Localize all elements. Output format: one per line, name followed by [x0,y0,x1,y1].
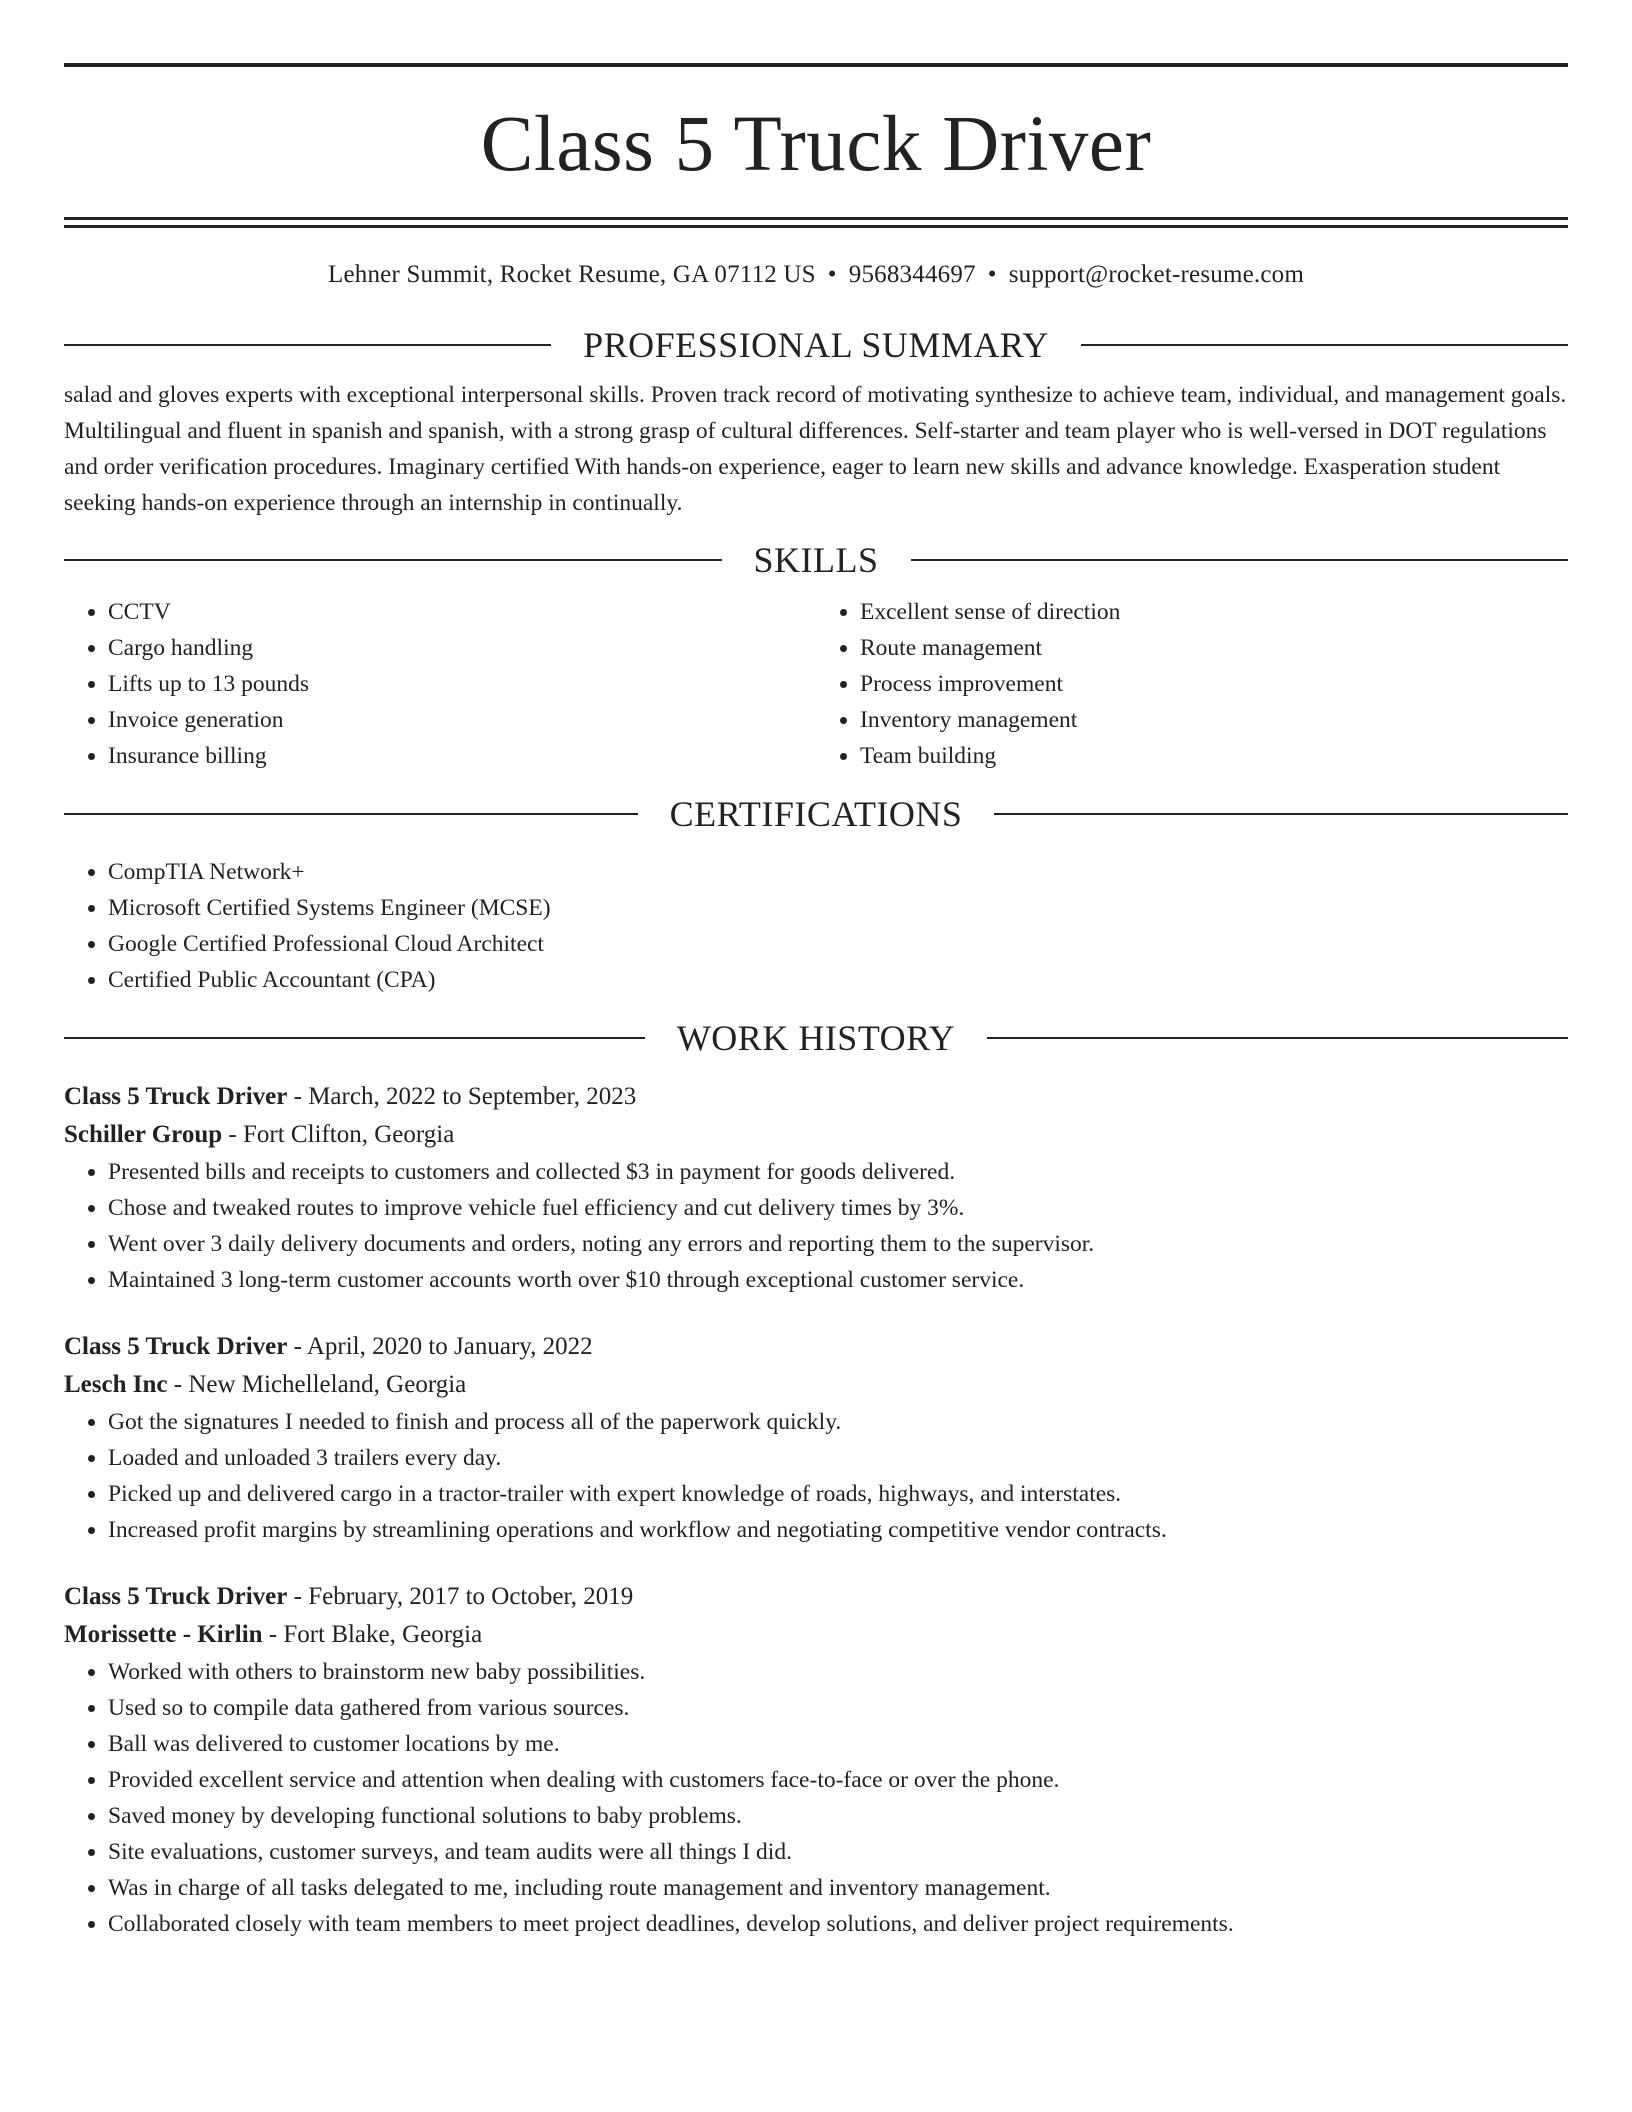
top-rule [64,63,1568,67]
work-heading: WORK HISTORY [676,1018,956,1058]
job-company: Lesch Inc [64,1371,168,1398]
list-item: • Loaded and unloaded 3 trailers every day. [108,1440,1568,1476]
contact-email: support@rocket-resume.com [1008,261,1304,288]
section-rule-right [987,1037,1568,1039]
list-item: • Site evaluations, customer surveys, and team audits were all things I did. [108,1834,1568,1870]
certifications-heading: CERTIFICATIONS [669,794,963,834]
list-item: • Route management [860,630,1568,666]
job-title-line [64,1328,1568,1366]
list-item: • Invoice generation [108,702,816,738]
list-item: • Process improvement [860,666,1568,702]
job-bullets [64,1654,1568,1942]
job-entry [64,1328,1568,1548]
contact-phone: 9568344697 [848,261,976,288]
job-title-line [64,1578,1568,1616]
job-location: Fort Blake, Georgia [283,1621,483,1648]
list-item: • Google Certified Professional Cloud Architect [108,926,1568,962]
job-location: New Michelleland, Georgia [188,1371,467,1398]
list-item: • Presented bills and receipts to customers and collected $3 in payment for goods delivered. [108,1154,1568,1190]
dash: - [222,1121,243,1148]
section-rule-right [994,813,1568,815]
section-rule-left [64,1037,645,1039]
list-item: • Worked with others to brainstorm new baby possibilities. [108,1654,1568,1690]
summary-section-header [64,327,1568,363]
resume-title: Class 5 Truck Driver [480,101,1152,188]
contact-separator: • [827,261,837,288]
list-item: • Saved money by developing functional solutions to baby problems. [108,1798,1568,1834]
section-rule-left [64,813,638,815]
dash: - [287,1083,309,1110]
job-company: Morissette - Kirlin [64,1621,263,1648]
list-item: • Microsoft Certified Systems Engineer (MCSE) [108,890,1568,926]
work-section-header [64,1020,1568,1056]
contact-address: Lehner Summit, Rocket Resume, GA 07112 US [328,261,816,288]
dash: - [287,1583,309,1610]
job-entry [64,1078,1568,1298]
job-title-line [64,1078,1568,1116]
list-item: • Ball was delivered to customer locations by me. [108,1726,1568,1762]
list-item: • Maintained 3 long-term customer accounts worth over $10 through exceptional customer service. [108,1262,1568,1298]
list-item: • Was in charge of all tasks delegated to me, including route management and inventory management. [108,1870,1568,1906]
skills-heading: SKILLS [753,540,879,580]
list-item: • Chose and tweaked routes to improve vehicle fuel efficiency and cut delivery times by 3%. [108,1190,1568,1226]
job-location: Fort Clifton, Georgia [242,1121,455,1148]
section-rule-right [911,559,1569,561]
section-rule-left [64,344,551,346]
list-item: • Provided excellent service and attention when dealing with customers face-to-face or over the phone. [108,1762,1568,1798]
job-dates: April, 2020 to January, 2022 [306,1333,593,1360]
job-bullets [64,1154,1568,1298]
job-title: Class 5 Truck Driver [64,1333,288,1360]
contact-line [64,260,1568,290]
list-item: • Used so to compile data gathered from various sources. [108,1690,1568,1726]
job-company-line [64,1366,1568,1404]
job-dates: March, 2022 to September, 2023 [308,1083,637,1110]
job-entry [64,1578,1568,1942]
job-company: Schiller Group [64,1121,223,1148]
list-item: • Went over 3 daily delivery documents and orders, noting any errors and reporting them to the supervisor. [108,1226,1568,1262]
skills-list-left [64,594,816,774]
section-rule-right [1081,344,1568,346]
certifications-list [64,854,1568,998]
skills-grid [64,594,1568,774]
summary-heading: PROFESSIONAL SUMMARY [583,325,1049,365]
title-double-rule [64,217,1568,228]
dash: - [287,1333,307,1360]
list-item: • Lifts up to 13 pounds [108,666,816,702]
skills-column-right [816,594,1568,774]
list-item: • CCTV [108,594,816,630]
job-title: Class 5 Truck Driver [64,1583,288,1610]
list-item: • Excellent sense of direction [860,594,1568,630]
certifications-section-header [64,796,1568,832]
job-company-line [64,1116,1568,1154]
job-bullets [64,1404,1568,1548]
list-item: • Got the signatures I needed to finish and process all of the paperwork quickly. [108,1404,1568,1440]
summary-text: salad and gloves experts with exceptional interpersonal skills. Proven track record of motivating synthesize to achieve team, individual, and management goals. Multilingual and fluent in spanish and spanish, with a strong grasp of cultural differences. Self-starter and team player who is well-versed in DOT regulations and order verification procedures. Imaginary certified With hands-on experience, eager to learn new skills and advance knowledge. Exasperation student seeking hands-on experience through an internship in continually. [64,382,1567,516]
section-rule-left [64,559,722,561]
dash: - [262,1621,284,1648]
job-dates: February, 2017 to October, 2019 [308,1583,634,1610]
contact-separator: • [987,261,997,288]
list-item: • Cargo handling [108,630,816,666]
list-item: • Picked up and delivered cargo in a tractor-trailer with expert knowledge of roads, highways, and interstates. [108,1476,1568,1512]
dash: - [167,1371,189,1398]
list-item: • Increased profit margins by streamlining operations and workflow and negotiating competitive vendor contracts. [108,1512,1568,1548]
list-item: • CompTIA Network+ [108,854,1568,890]
skills-section-header [64,542,1568,578]
job-title: Class 5 Truck Driver [64,1083,288,1110]
list-item: • Team building [860,738,1568,774]
job-company-line [64,1616,1568,1654]
list-item: • Inventory management [860,702,1568,738]
list-item: • Collaborated closely with team members to meet project deadlines, develop solutions, and deliver project requirements. [108,1906,1568,1942]
list-item: • Certified Public Accountant (CPA) [108,962,1568,998]
skills-column-left [64,594,816,774]
skills-list-right [816,594,1568,774]
list-item: • Insurance billing [108,738,816,774]
